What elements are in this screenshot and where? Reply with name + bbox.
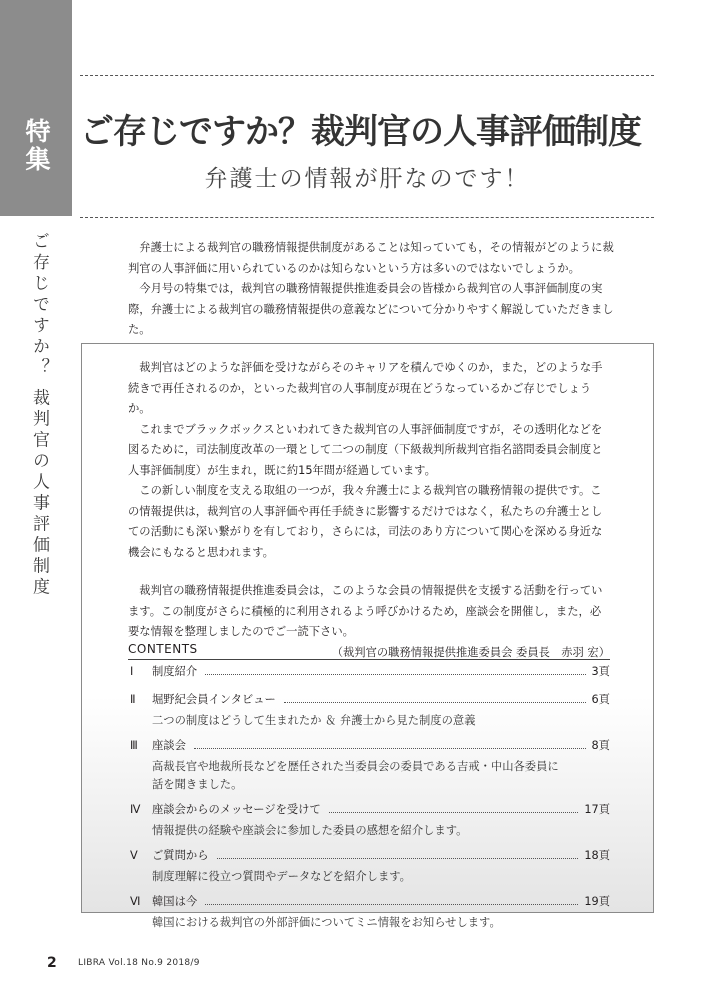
- toc-page: 18頁: [584, 849, 610, 862]
- toc-title: 座談会: [152, 739, 186, 752]
- box-paragraph-4: 裁判官の職務情報提供推進委員会は，このような会員の情報提供を支援する活動を行っています。この制度がさらに積極的に利用されるよう呼びかけるため，座談会を開催し，また，必要な情報を整理しましたのでご一読下さい。: [128, 584, 603, 638]
- toc-title: 堀野紀会員インタビュー: [152, 693, 276, 706]
- page-subtitle: 弁護士の情報が肝なのです！: [204, 166, 530, 192]
- toc-description: 二つの制度はどうして生まれたか ＆ 弁護士から見た制度の意義: [152, 714, 476, 727]
- toc-leader: [329, 812, 579, 813]
- toc-title: ご質問から: [152, 849, 209, 862]
- toc-title: 座談会からのメッセージを受けて: [152, 803, 321, 816]
- bottom-dashed-rule: [80, 217, 654, 218]
- top-dashed-rule: [80, 75, 654, 76]
- toc-item[interactable]: [128, 691, 610, 730]
- toc-item[interactable]: [128, 801, 610, 840]
- toc-title: 制度紹介: [152, 665, 198, 678]
- toc-description: 制度理解に役立つ質問やデータなどを紹介します。: [152, 870, 411, 883]
- toc-page: 8頁: [591, 739, 610, 752]
- toc-leader: [205, 904, 578, 905]
- toc-page: 3頁: [591, 665, 610, 678]
- toc-item[interactable]: [128, 737, 610, 794]
- box-paragraph-3: この新しい制度を支える取組の一つが，我々弁護士による裁判官の職務情報の提供です。この情報提供は，裁判官の人事評価や再任手続きに影響するだけではなく，私たちの弁護士としての活動にも深い繋がりを有しており，さらには，司法のあり方について関心を深める身近な機会にもなると思われます。: [128, 484, 603, 559]
- toc-item[interactable]: [128, 893, 610, 932]
- box-paragraph-2: これまでブラックボックスといわれてきた裁判官の人事評価制度ですが，その透明化などを図るために，司法制度改革の一環として二つの制度（下級裁判所裁判官指名諮問委員会制度と人事評価制度）が生まれ，既に約15年間が経過しています。: [128, 422, 603, 477]
- toc-item[interactable]: [128, 847, 610, 886]
- toc-description: 韓国における裁判官の外部評価についてミニ情報をお知らせします。: [152, 916, 501, 929]
- contents-heading: CONTENTS: [128, 642, 198, 656]
- contents-list: [128, 642, 610, 939]
- section-tab-label: 特集: [22, 118, 51, 174]
- toc-number: Ⅲ: [130, 739, 138, 752]
- toc-leader: [194, 748, 586, 749]
- toc-description: 話を聞きました。: [152, 778, 243, 791]
- toc-items: [128, 663, 610, 932]
- toc-page: 17頁: [584, 803, 610, 816]
- toc-item[interactable]: [128, 663, 610, 684]
- toc-leader: [284, 702, 586, 703]
- toc-number: Ⅳ: [130, 803, 141, 816]
- toc-number: Ⅵ: [130, 895, 141, 908]
- box-text: [128, 358, 610, 663]
- toc-description: 高裁長官や地裁所長などを歴任された当委員会の委員である吉戒・中山各委員に: [152, 760, 559, 773]
- box-paragraph-1: 裁判官はどのような評価を受けながらそのキャリアを積んでゆくのか，また，どのような手続きで再任されるのか，といった裁判官の人事制度が現在どうなっているかご存じでしょうか。: [128, 361, 603, 415]
- section-tab: [0, 0, 72, 216]
- footer-issue: LIBRA Vol.18 No.9 2018/9: [78, 958, 200, 968]
- intro-paragraph-2: 今月号の特集では，裁判官の職務情報提供推進委員会の皆様から裁判官の人事評価制度の実際，弁護士による裁判官の職務情報提供の意義などについて分かりやすく解説していただきました。: [128, 282, 614, 336]
- toc-leader: [217, 858, 579, 859]
- toc-page: 19頁: [584, 895, 610, 908]
- contents-rule: [128, 659, 610, 660]
- side-running-title: ご存じですか？ 裁判官の人事評価制度: [29, 232, 49, 599]
- intro-paragraph-1: 弁護士による裁判官の職務情報提供制度があることは知っていても，その情報がどのように裁判官の人事評価に用いられているのかは知らないという方は多いのではないでしょうか。: [128, 241, 614, 275]
- page-number: 2: [47, 955, 57, 971]
- toc-leader: [205, 674, 585, 675]
- toc-number: Ⅱ: [130, 693, 136, 706]
- toc-number: Ⅰ: [130, 665, 134, 678]
- toc-number: Ⅴ: [130, 849, 138, 862]
- toc-description: 情報提供の経験や座談会に参加した委員の感想を紹介します。: [152, 824, 468, 837]
- feature-box: [81, 343, 654, 929]
- toc-page: 6頁: [591, 693, 610, 706]
- toc-title: 韓国は今: [152, 895, 198, 908]
- box-credit: （裁判官の職務情報提供推進委員会 委員長 赤羽 宏）: [331, 645, 610, 659]
- page-title: ご存じですか？裁判官の人事評価制度: [80, 112, 641, 152]
